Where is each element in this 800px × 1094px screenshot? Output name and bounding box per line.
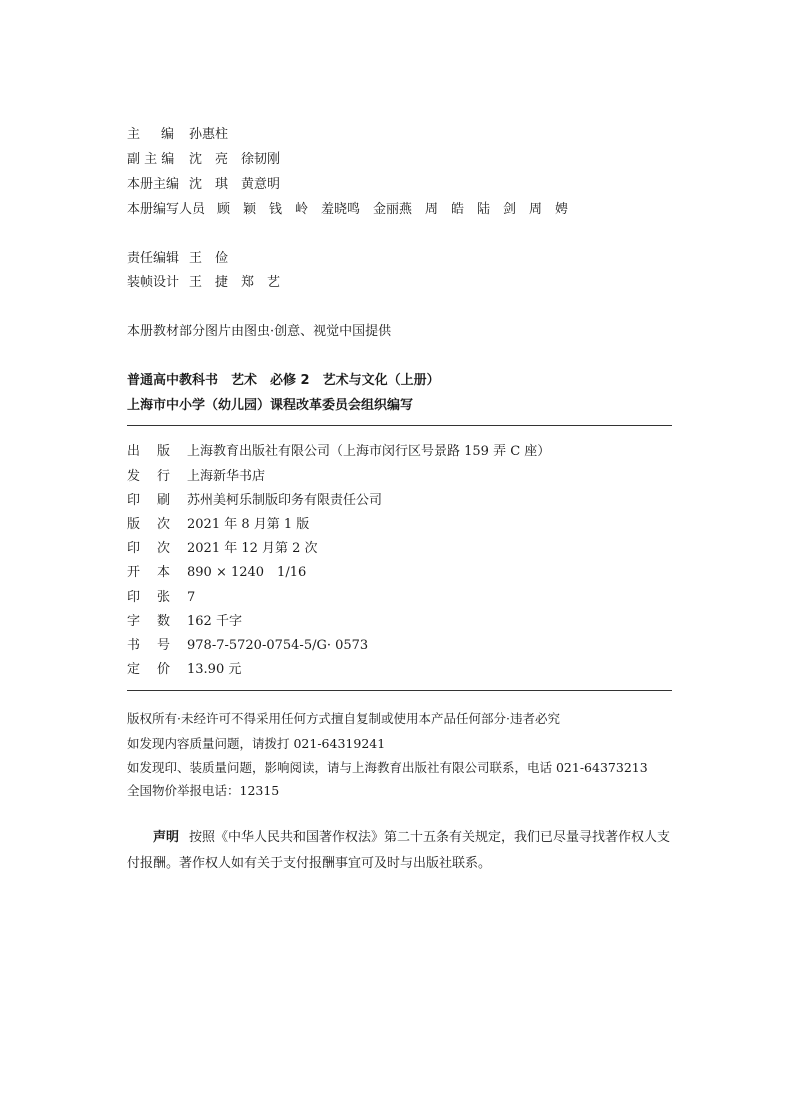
print-quality-notice: 如发现印、装质量问题，影响阅读，请与上海教育出版社有限公司联系，电话 021-64373213 bbox=[127, 760, 648, 775]
book-title: 普通高中教科书 艺术 必修 2 艺术与文化（上册） bbox=[127, 373, 440, 388]
statement bbox=[127, 825, 675, 877]
publication-row bbox=[127, 613, 242, 631]
pub-value: 890 × 1240 1/16 bbox=[187, 565, 307, 580]
volume-editor-value: 沈 琪 黄意明 bbox=[189, 177, 281, 192]
pub-key-2: 版 bbox=[157, 444, 171, 459]
responsible-editor-value: 王 俭 bbox=[189, 251, 229, 266]
volume-editor-row bbox=[127, 176, 280, 194]
pub-value: 2021 年 12 月第 2 次 bbox=[187, 541, 318, 556]
pub-key-2: 本 bbox=[157, 565, 171, 580]
pub-key-2: 刷 bbox=[157, 493, 171, 508]
price-report-notice: 全国物价举报电话：12315 bbox=[127, 783, 280, 798]
responsible-editor-row bbox=[127, 250, 228, 268]
pub-value: 2021 年 8 月第 1 版 bbox=[187, 517, 310, 532]
copyright-notice: 版权所有·未经许可不得采用任何方式擅自复制或使用本产品任何部分·违者必究 bbox=[127, 711, 560, 726]
publication-row bbox=[127, 540, 318, 558]
deputy-editor-label: 副 主 编 bbox=[127, 152, 175, 167]
pub-key-1: 定 bbox=[127, 662, 141, 677]
publication-row bbox=[127, 443, 550, 461]
publication-row bbox=[127, 564, 306, 582]
deputy-editor-row bbox=[127, 151, 280, 169]
pub-value: 上海新华书店 bbox=[187, 469, 266, 484]
pub-key-2: 行 bbox=[157, 469, 171, 484]
content-quality-notice: 如发现内容质量问题，请拨打 021-64319241 bbox=[127, 736, 386, 751]
statement-text: 按照《中华人民共和国著作权法》第二十五条有关规定，我们已尽量寻找著作权人支付报酬。著作权人如有关于支付报酬事宜可及时与出版社联系。 bbox=[127, 830, 671, 871]
chief-editor-label-b: 编 bbox=[161, 127, 175, 142]
pub-key-1: 发 bbox=[127, 469, 141, 484]
pub-value: 978-7-5720-0754-5/G· 0573 bbox=[187, 638, 369, 653]
publication-row bbox=[127, 661, 241, 679]
pub-key-1: 开 bbox=[127, 565, 141, 580]
binding-design-row bbox=[127, 274, 280, 292]
publication-row bbox=[127, 516, 309, 534]
pub-key-2: 次 bbox=[157, 541, 171, 556]
pub-key-1: 出 bbox=[127, 444, 141, 459]
pub-value: 上海教育出版社有限公司（上海市闵行区号景路 159 弄 C 座） bbox=[187, 444, 551, 459]
bottom-divider bbox=[127, 690, 672, 691]
compiler: 上海市中小学（幼儿园）课程改革委员会组织编写 bbox=[127, 398, 414, 413]
statement-heading: 声明 bbox=[153, 830, 180, 845]
pub-key-2: 数 bbox=[157, 614, 171, 629]
binding-design-label: 装帧设计 bbox=[127, 275, 180, 290]
pub-key-1: 字 bbox=[127, 614, 141, 629]
pub-value: 162 千字 bbox=[187, 614, 242, 629]
publication-row bbox=[127, 589, 195, 607]
binding-design-value: 王 捷 郑 艺 bbox=[189, 275, 281, 290]
pub-key-2: 价 bbox=[157, 662, 171, 677]
responsible-editor-label: 责任编辑 bbox=[127, 251, 180, 266]
publication-row bbox=[127, 637, 368, 655]
top-divider bbox=[127, 425, 672, 426]
pub-key-1: 印 bbox=[127, 493, 141, 508]
image-credit: 本册教材部分图片由图虫·创意、视觉中国提供 bbox=[127, 324, 392, 339]
chief-editor-value: 孙惠柱 bbox=[189, 127, 229, 142]
pub-value: 13.90 元 bbox=[187, 662, 242, 677]
publication-row bbox=[127, 468, 265, 486]
pub-key-1: 书 bbox=[127, 638, 141, 653]
pub-key-1: 印 bbox=[127, 541, 141, 556]
pub-key-1: 印 bbox=[127, 590, 141, 605]
writers-value: 顾 颖 钱 岭 羞晓鸣 金丽燕 周 皓 陆 剑 周 娉 bbox=[217, 202, 569, 217]
publication-row bbox=[127, 492, 382, 510]
pub-key-1: 版 bbox=[127, 517, 141, 532]
chief-editor-label-a: 主 bbox=[127, 127, 141, 142]
chief-editor-row bbox=[127, 126, 228, 144]
pub-value: 苏州美柯乐制版印务有限责任公司 bbox=[187, 493, 383, 508]
writers-row bbox=[127, 201, 568, 219]
volume-editor-label: 本册主编 bbox=[127, 177, 180, 192]
writers-label: 本册编写人员 bbox=[127, 202, 206, 217]
deputy-editor-value: 沈 亮 徐韧刚 bbox=[189, 152, 281, 167]
pub-key-2: 次 bbox=[157, 517, 171, 532]
pub-value: 7 bbox=[187, 590, 196, 605]
pub-key-2: 号 bbox=[157, 638, 171, 653]
pub-key-2: 张 bbox=[157, 590, 171, 605]
